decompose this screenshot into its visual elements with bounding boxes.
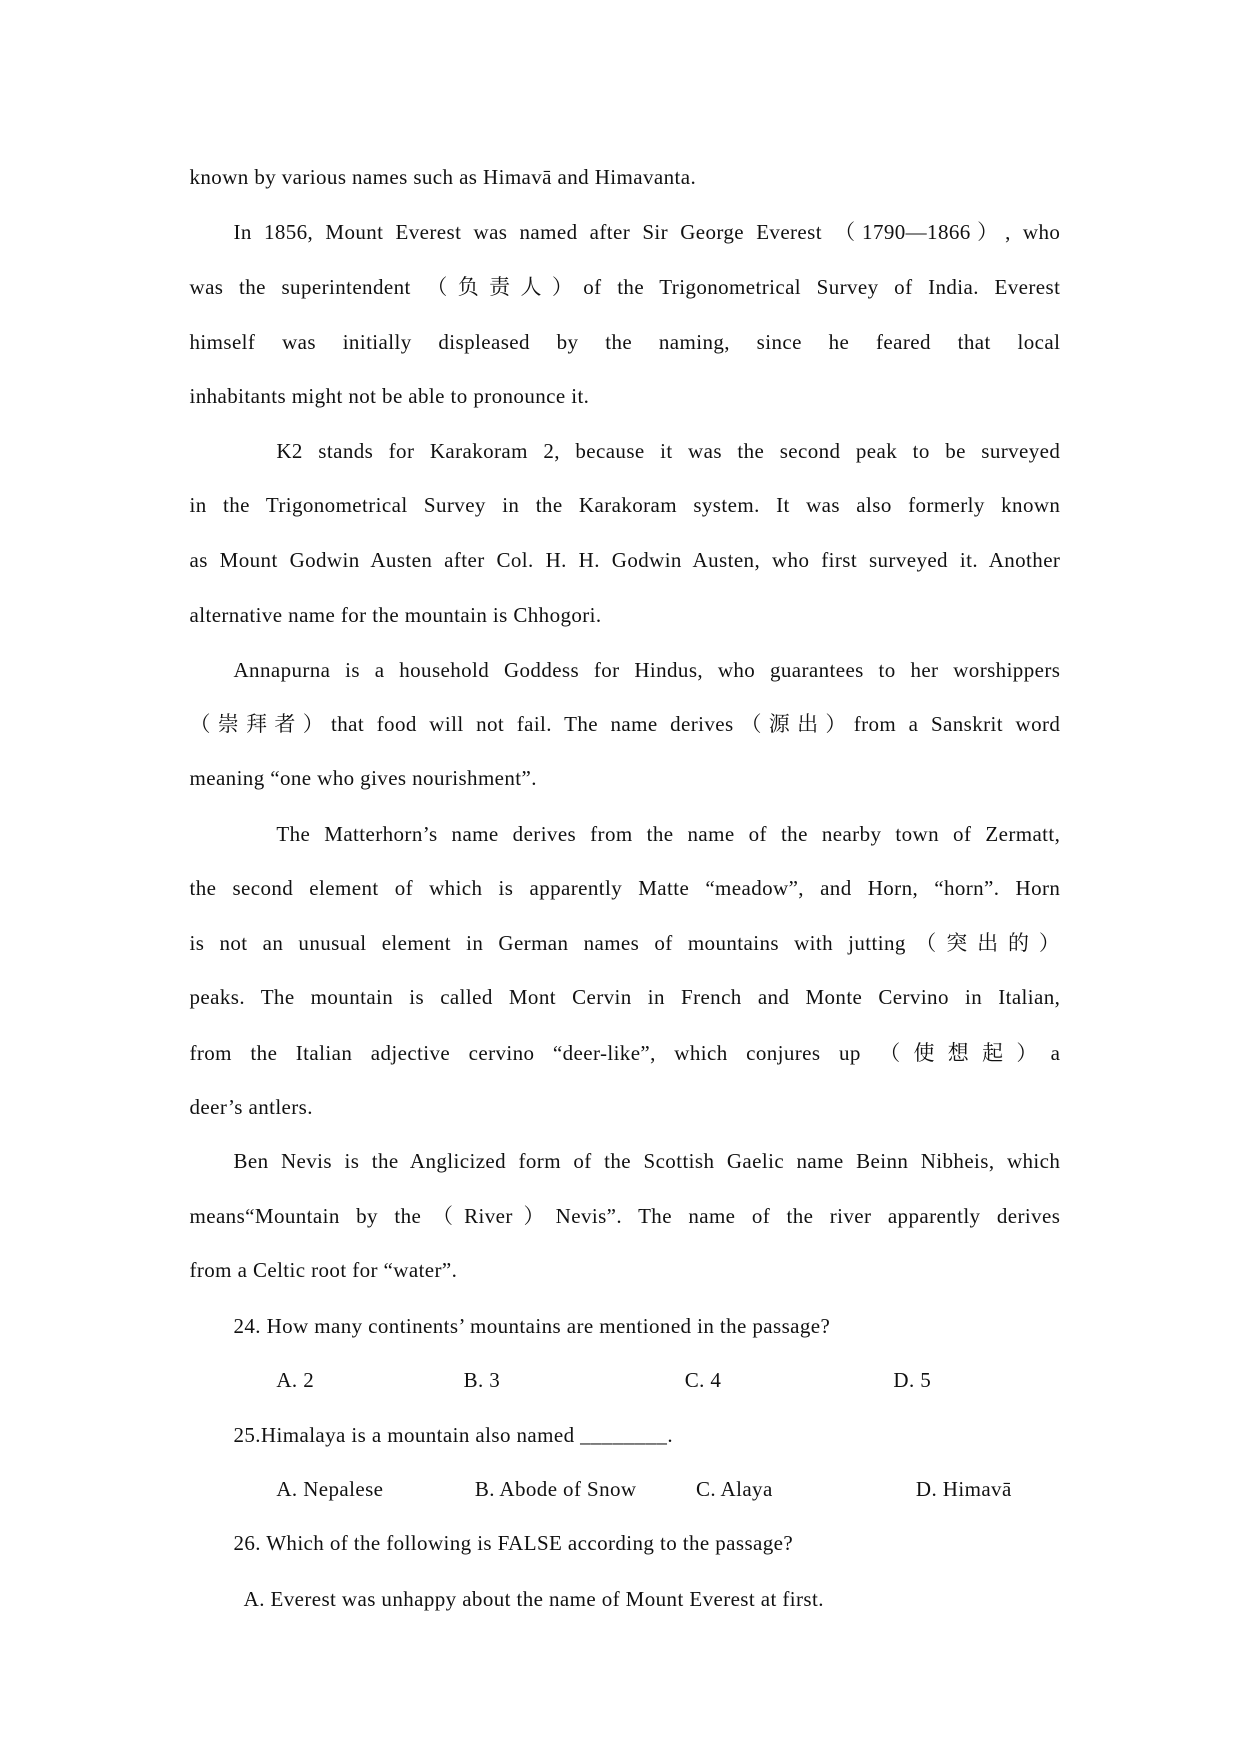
- passage-line: the second element of which is apparently Matte “meadow”, and Horn, “horn”. Horn: [189, 875, 1061, 900]
- passage-line: himself was initially displeased by the naming, since he feared that local: [189, 329, 1061, 354]
- answer-option: C. 4: [684, 1367, 722, 1392]
- passage-line: （崇拜者）that food will not fail. The name derives（源出）from a Sanskrit word: [189, 712, 1061, 737]
- answer-option: A. Nepalese: [276, 1477, 384, 1502]
- passage-line: from a Celtic root for “water”.: [189, 1258, 458, 1283]
- passage-line: peaks. The mountain is called Mont Cervin in French and Monte Cervino in Italian,: [189, 985, 1061, 1010]
- passage-line: deer’s antlers.: [189, 1094, 313, 1119]
- passage-line: was the superintendent （负责人）of the Trigonometrical Survey of India. Everest: [189, 274, 1061, 299]
- passage-line: means“Mountain by the（River）Nevis”. The name of the river apparently derives: [189, 1204, 1061, 1229]
- answer-option: D. 5: [893, 1367, 932, 1392]
- answer-option: B. Abode of Snow: [474, 1477, 637, 1502]
- question-stem: 24. How many continents’ mountains are mentioned in the passage?: [233, 1313, 831, 1338]
- passage-line: known by various names such as Himavā and Himavanta.: [189, 165, 697, 190]
- passage-line: inhabitants might not be able to pronounce it.: [189, 384, 590, 409]
- passage-line: The Matterhorn’s name derives from the name of the nearby town of Zermatt,: [276, 821, 1061, 846]
- answer-option: A. Everest was unhappy about the name of Mount Everest at first.: [243, 1586, 824, 1611]
- answer-option: B. 3: [463, 1367, 501, 1392]
- passage-line: is not an unusual element in German names of mountains with jutting（突出的）: [189, 931, 1061, 956]
- passage-line: alternative name for the mountain is Chhogori.: [189, 602, 602, 627]
- answer-option: A. 2: [276, 1367, 315, 1392]
- passage-line: K2 stands for Karakoram 2, because it was the second peak to be surveyed: [276, 439, 1061, 464]
- passage-line: Annapurna is a household Goddess for Hindus, who guarantees to her worshippers: [233, 658, 1061, 683]
- answer-option: C. Alaya: [695, 1477, 773, 1502]
- passage-line: In 1856, Mount Everest was named after Sir George Everest （1790—1866）, who: [233, 220, 1061, 245]
- passage-line: from the Italian adjective cervino “deer-like”, which conjures up （使想起）a: [189, 1040, 1061, 1065]
- passage-line: as Mount Godwin Austen after Col. H. H. Godwin Austen, who first surveyed it. Another: [189, 547, 1061, 572]
- passage-line: Ben Nevis is the Anglicized form of the Scottish Gaelic name Beinn Nibheis, which: [233, 1148, 1061, 1173]
- question-stem: 26. Which of the following is FALSE according to the passage?: [233, 1531, 794, 1556]
- passage-line: meaning “one who gives nourishment”.: [189, 766, 537, 791]
- question-stem: 25.Himalaya is a mountain also named ________.: [233, 1422, 673, 1447]
- passage-line: in the Trigonometrical Survey in the Karakoram system. It was also formerly known: [189, 493, 1061, 518]
- answer-option: D. Himavā: [915, 1477, 1012, 1502]
